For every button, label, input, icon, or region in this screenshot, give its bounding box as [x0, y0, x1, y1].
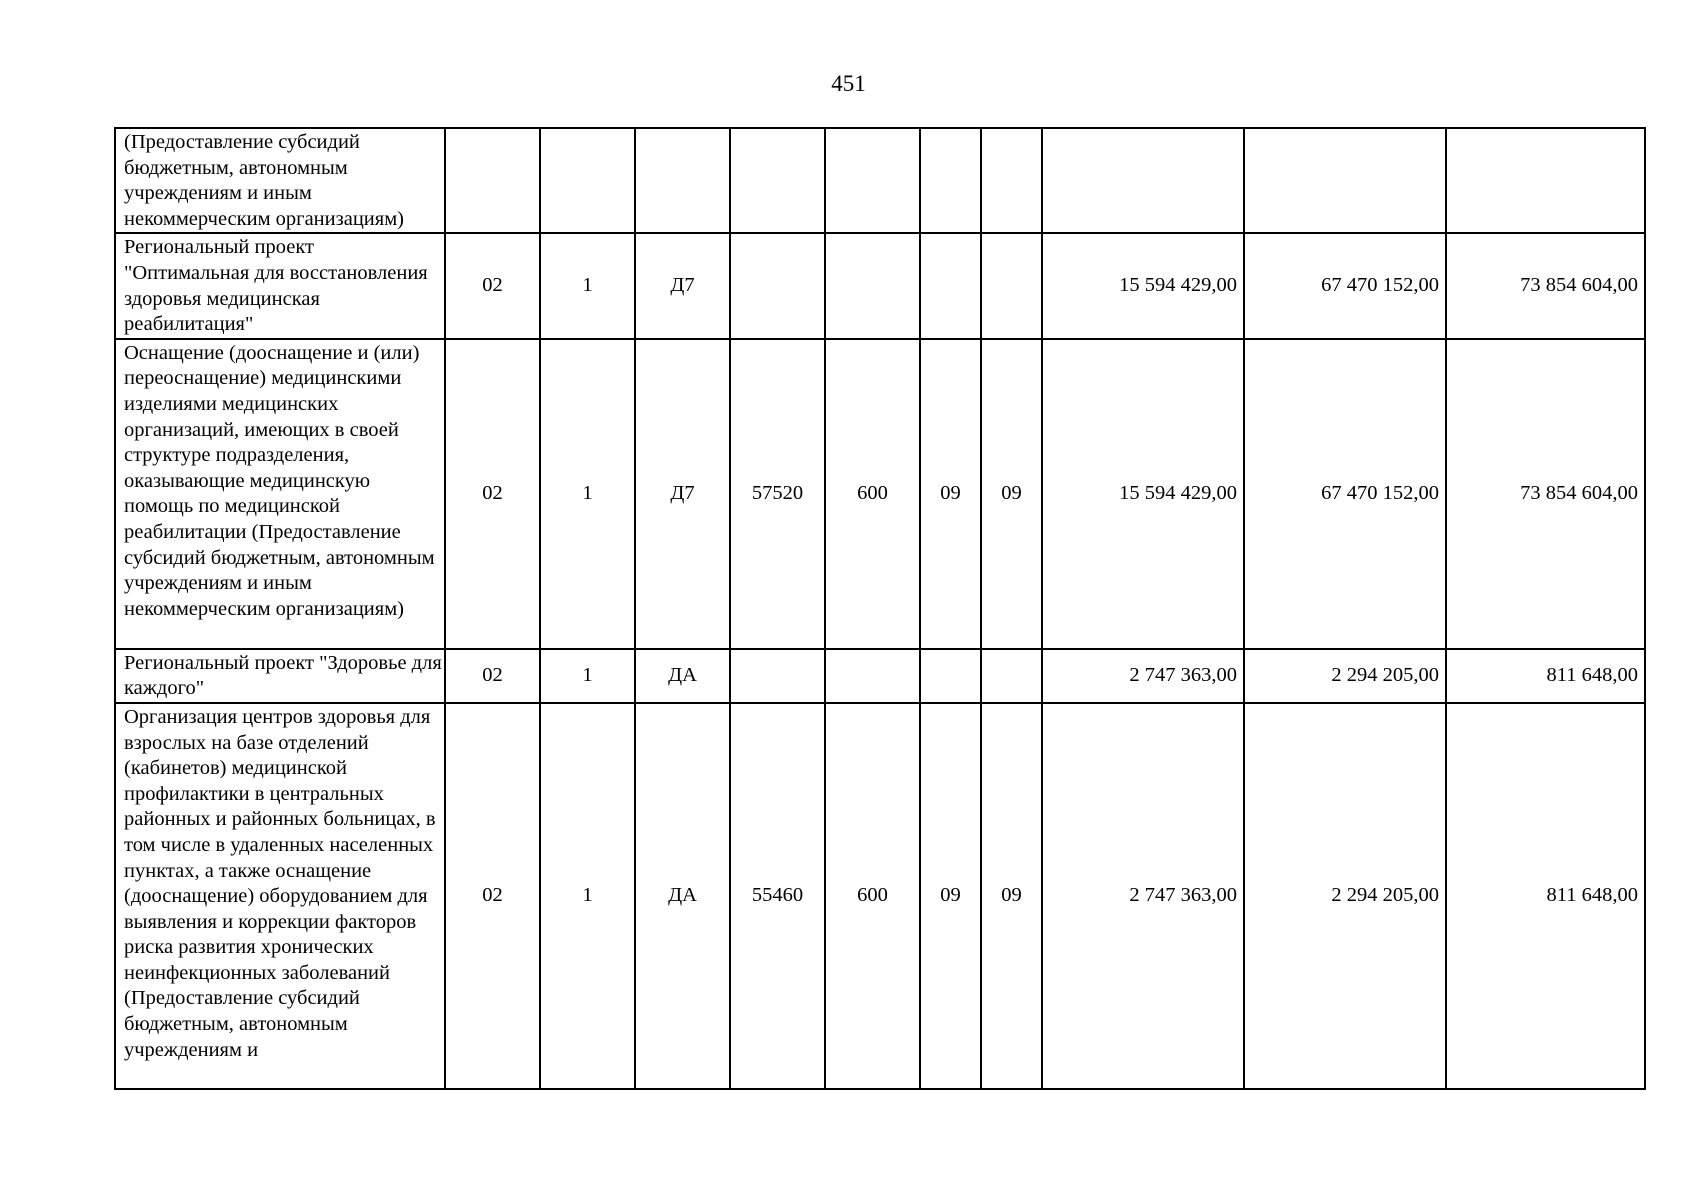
- amount-year-2: 2 294 205,00: [1244, 649, 1446, 703]
- section-code: [920, 128, 981, 233]
- amount-year-2: 67 470 152,00: [1244, 339, 1446, 649]
- subprogram-code: 1: [540, 233, 635, 338]
- subprogram-code: 1: [540, 703, 635, 1089]
- amount-year-3: 811 648,00: [1446, 649, 1645, 703]
- amount-year-1: 2 747 363,00: [1042, 703, 1244, 1089]
- direction-code: [730, 233, 825, 338]
- subsection-code: [981, 128, 1042, 233]
- row-description: Организация центров здоровья для взрослых на базе отделений (кабинетов) медицинской профилактики в центральных районных и районных больницах, в том числе в удаленных населенных пунктах, а также оснащение (дооснащение) оборудованием для выявления и коррекции факторов риска развития хронических неинфекционных заболеваний (Предоставление субсидий бюджетным, автономным учреждениям и: [115, 703, 445, 1089]
- project-code: ДА: [635, 649, 730, 703]
- project-code: Д7: [635, 233, 730, 338]
- subsection-code: 09: [981, 339, 1042, 649]
- direction-code: 57520: [730, 339, 825, 649]
- section-code: [920, 233, 981, 338]
- row-description: (Предоставление субсидий бюджетным, автономным учреждениям и иным некоммерческим организациям): [115, 128, 445, 233]
- amount-year-3: 73 854 604,00: [1446, 233, 1645, 338]
- project-code: ДА: [635, 703, 730, 1089]
- amount-year-1: 15 594 429,00: [1042, 339, 1244, 649]
- amount-year-2: [1244, 128, 1446, 233]
- program-code: [445, 128, 540, 233]
- subprogram-code: 1: [540, 339, 635, 649]
- subsection-code: [981, 233, 1042, 338]
- amount-year-1: 2 747 363,00: [1042, 649, 1244, 703]
- table-row: [115, 703, 1645, 1089]
- amount-year-3: [1446, 128, 1645, 233]
- amount-year-2: 2 294 205,00: [1244, 703, 1446, 1089]
- program-code: 02: [445, 233, 540, 338]
- direction-code: [730, 649, 825, 703]
- subprogram-code: 1: [540, 649, 635, 703]
- program-code: 02: [445, 703, 540, 1089]
- subsection-code: 09: [981, 703, 1042, 1089]
- budget-table: [114, 127, 1646, 1090]
- program-code: 02: [445, 339, 540, 649]
- amount-year-1: [1042, 128, 1244, 233]
- section-code: 09: [920, 703, 981, 1089]
- subprogram-code: [540, 128, 635, 233]
- project-code: Д7: [635, 339, 730, 649]
- section-code: [920, 649, 981, 703]
- program-code: 02: [445, 649, 540, 703]
- table-row: [115, 649, 1645, 703]
- table-row: [115, 233, 1645, 338]
- expense-type-code: [825, 233, 920, 338]
- amount-year-1: 15 594 429,00: [1042, 233, 1244, 338]
- expense-type-code: 600: [825, 703, 920, 1089]
- row-description: Региональный проект "Здоровье для каждого": [115, 649, 445, 703]
- project-code: [635, 128, 730, 233]
- direction-code: 55460: [730, 703, 825, 1089]
- direction-code: [730, 128, 825, 233]
- row-description: Оснащение (дооснащение и (или) переоснащение) медицинскими изделиями медицинских организаций, имеющих в своей структуре подразделения, оказывающие медицинскую помощь по медицинской реабилитации (Предоставление субсидий бюджетным, автономным учреждениям и иным некоммерческим организациям): [115, 339, 445, 649]
- amount-year-3: 73 854 604,00: [1446, 339, 1645, 649]
- page-number: 451: [831, 71, 866, 96]
- row-description: Региональный проект "Оптимальная для восстановления здоровья медицинская реабилитация": [115, 233, 445, 338]
- table-row: [115, 339, 1645, 649]
- table-row: [115, 128, 1645, 233]
- subsection-code: [981, 649, 1042, 703]
- amount-year-2: 67 470 152,00: [1244, 233, 1446, 338]
- expense-type-code: [825, 128, 920, 233]
- expense-type-code: [825, 649, 920, 703]
- section-code: 09: [920, 339, 981, 649]
- amount-year-3: 811 648,00: [1446, 703, 1645, 1089]
- expense-type-code: 600: [825, 339, 920, 649]
